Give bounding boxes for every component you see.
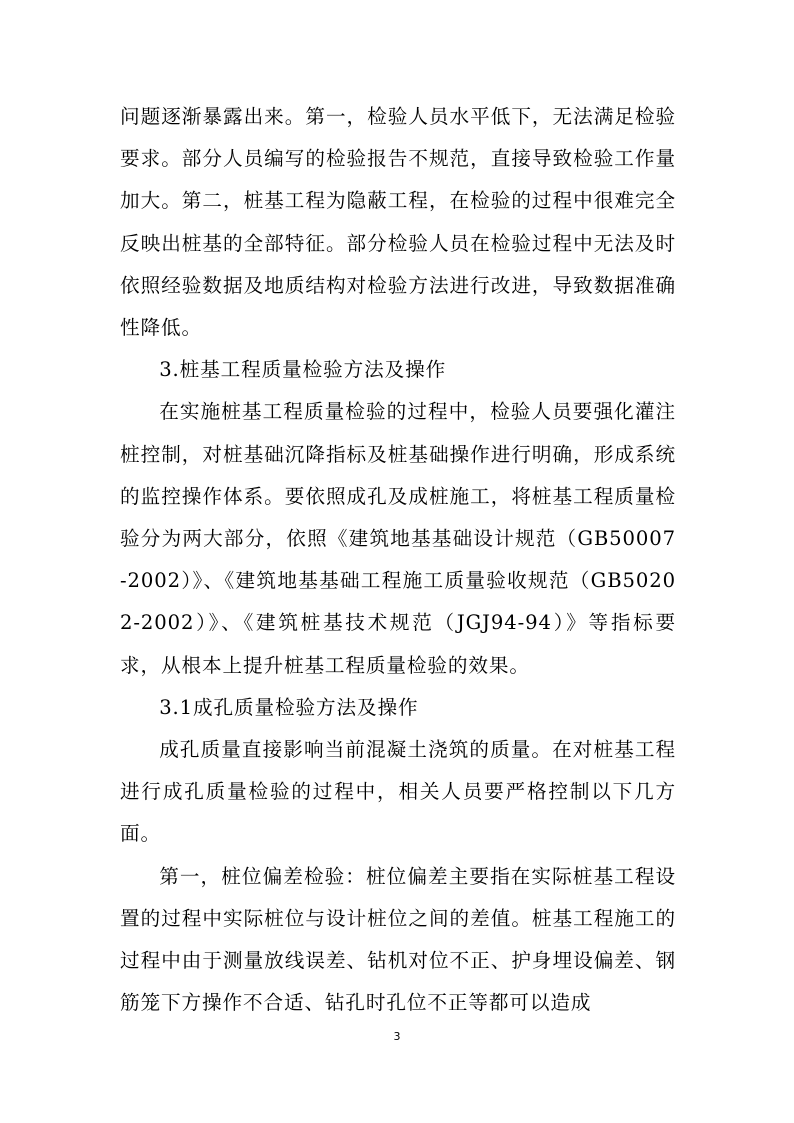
body-text [120, 96, 676, 1024]
section-heading-3-1: 3.1成孔质量检验方法及操作 [159, 695, 419, 719]
paragraph-pile-position-deviation: 第一，桩位偏差检验：桩位偏差主要指在实际桩基工程设置的过程中实际桩位与设计桩位之间的差值。桩基工程施工的过程中由于测量放线误差、钻机对位不正、护身埋设偏差、钢筋笼下方操作不合适、钻孔时孔位不正等都可以造成 [120, 864, 676, 1015]
paragraph-inspection-intro: 在实施桩基工程质量检验的过程中，检验人员要强化灌注桩控制，对桩基础沉降指标及桩基础操作进行明确，形成系统的监控操作体系。要依照成孔及成桩施工，将桩基工程质量检验分为两大部分，依照《建筑地基基础设计规范（GB50007-2002）》、《建筑地基基础工程施工质量验收规范（GB50202-2002）》、《建筑桩基技术规范（JGJ94-94）》等指标要求，从根本上提升桩基工程质量检验的效果。 [120, 400, 676, 677]
section-heading-3: 3.桩基工程质量检验方法及操作 [159, 358, 447, 382]
paragraph-continuation: 问题逐渐暴露出来。第一，检验人员水平低下，无法满足检验要求。部分人员编写的检验报告不规范，直接导致检验工作量加大。第二，桩基工程为隐蔽工程，在检验的过程中很难完全反映出桩基的全部特征。部分检验人员在检验过程中无法及时依照经验数据及地质结构对检验方法进行改进，导致数据准确性降低。 [120, 105, 676, 340]
page-number: 3 [393, 1030, 401, 1043]
paragraph-hole-quality: 成孔质量直接影响当前混凝土浇筑的质量。在对桩基工程进行成孔质量检验的过程中，相关人员要严格控制以下几方面。 [120, 738, 676, 846]
